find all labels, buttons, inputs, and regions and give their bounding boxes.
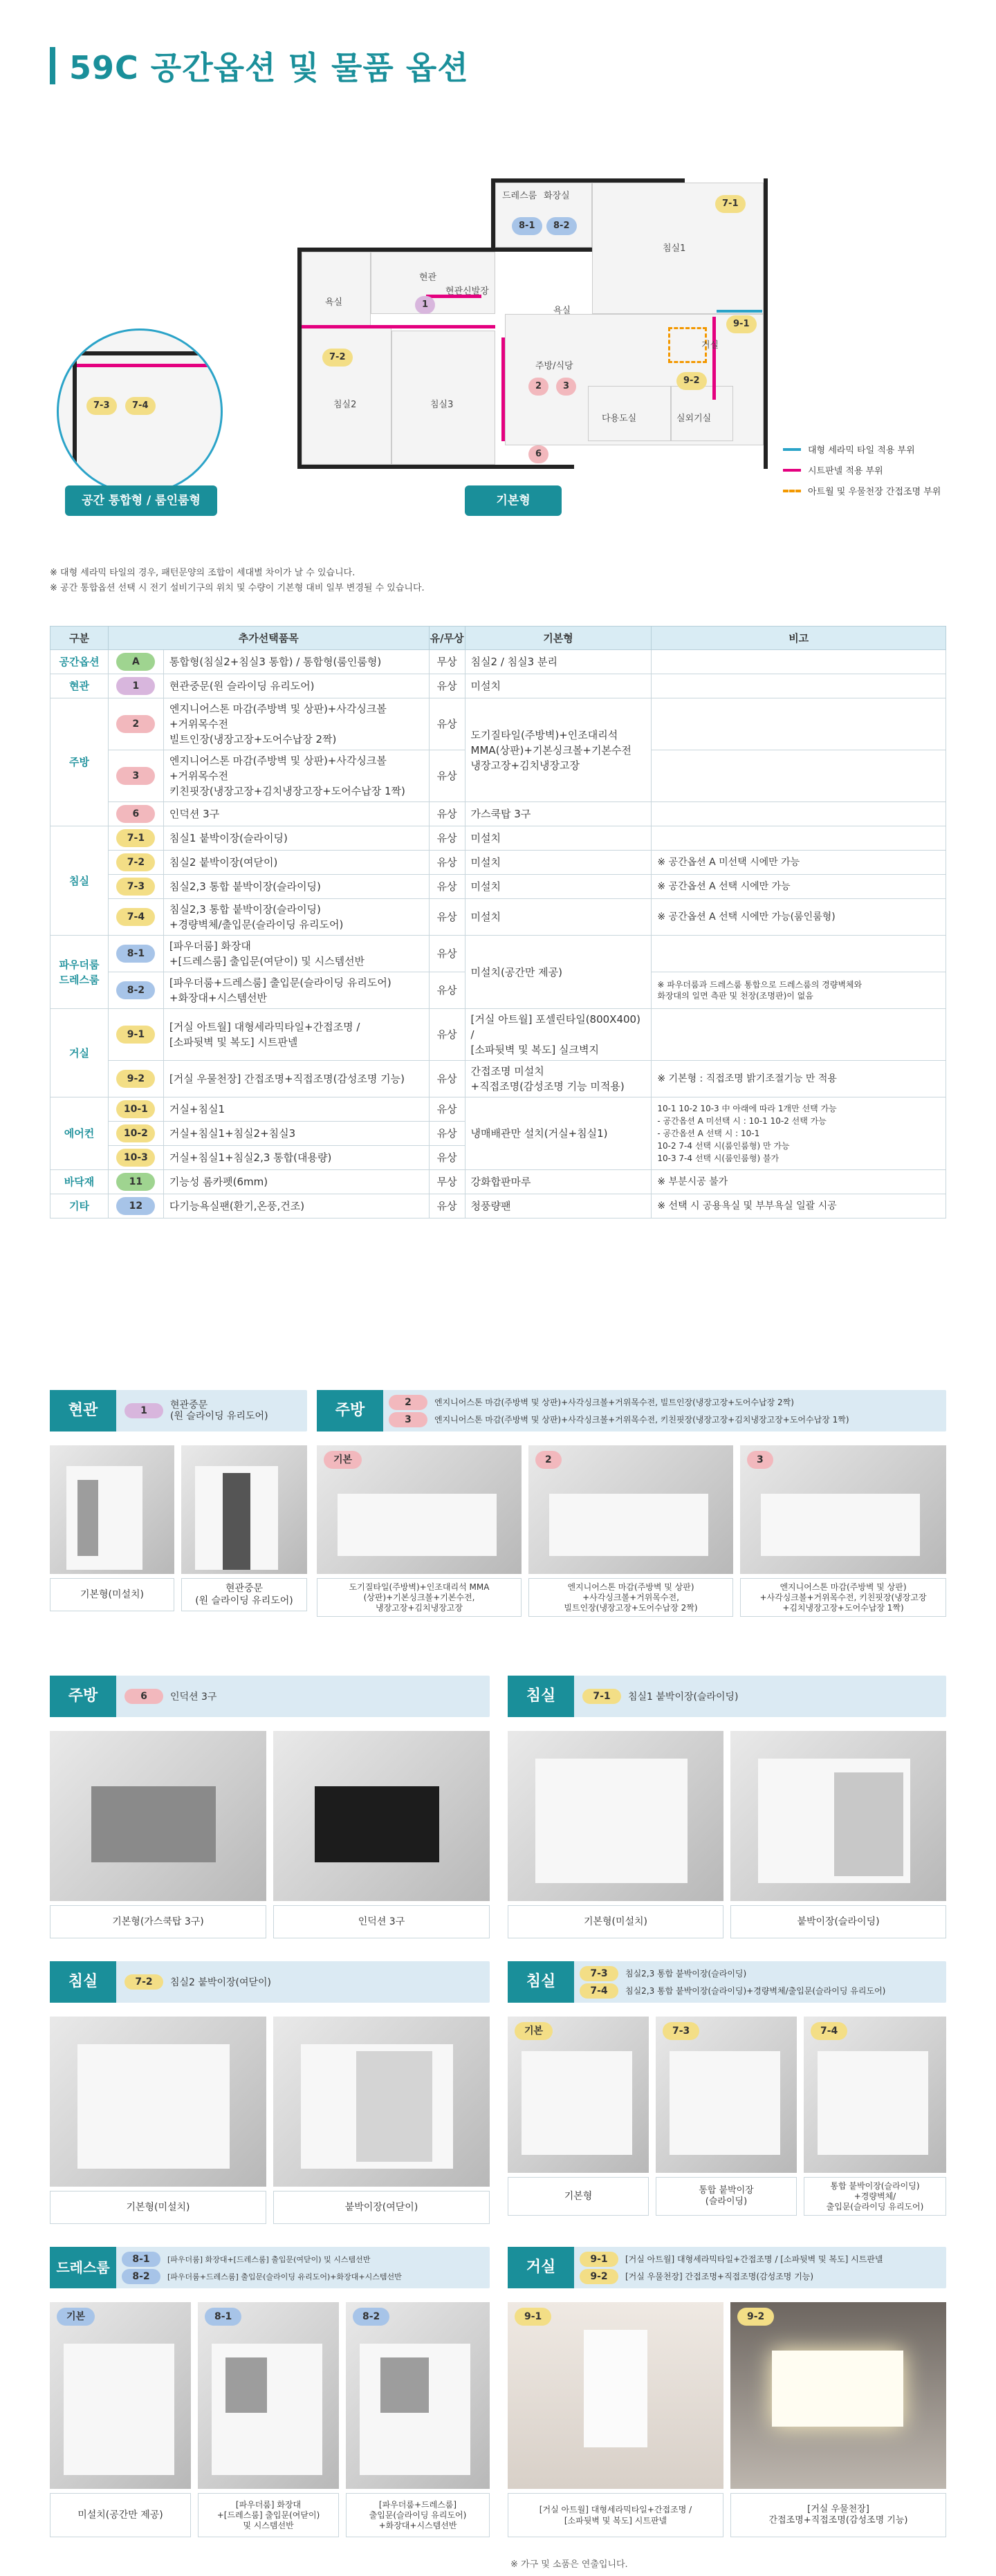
table-row	[50, 851, 946, 875]
option-code: 10-1	[108, 1097, 163, 1122]
section-bed71: 침실 7-1 침실1 붙박이장(슬라이딩) 기본형(미설치) 붙박이장(슬라이딩)	[508, 1676, 946, 1938]
category-cell: 에어컨	[50, 1097, 109, 1170]
option-desc: 침실2 붙박이장(여닫이)	[163, 851, 429, 875]
table-row	[50, 802, 946, 826]
label-multi: 다용도실	[602, 414, 637, 424]
option-code: 1	[108, 674, 163, 698]
floor-plan	[297, 172, 768, 497]
bed71-image-base	[508, 1731, 723, 1901]
paid-cell: 무상	[429, 650, 465, 674]
pin-2: 2	[528, 378, 548, 396]
table-row	[50, 698, 946, 750]
section-bed72: 침실 7-2 침실2 붙박이장(여닫이) 기본형(미설치) 붙박이장(여닫이)	[50, 1961, 490, 2224]
remark-cell: ※ 파우더룸과 드레스룸 통합으로 드레스룸의 경량벽체와 화장대의 일면 측판 및 천장(조명판)이 없음	[652, 972, 946, 1009]
label-outdoor: 실외기실	[676, 414, 712, 424]
paid-cell: 유상	[429, 674, 465, 698]
table-row	[50, 1061, 946, 1097]
bed734-image-base: 기본	[508, 2017, 649, 2173]
option-code: 7-1	[108, 826, 163, 851]
label-hall: 현관	[419, 272, 437, 283]
option-desc: 거실+침실1+침실2,3 통합(대용량)	[163, 1146, 429, 1170]
remark-cell: ※ 공간옵션 A 미선택 시에만 가능	[652, 851, 946, 875]
title-text: 59C 공간옵션 및 물품 옵션	[69, 49, 469, 86]
title-bar	[50, 47, 55, 84]
note-2: ※ 공간 통합옵션 선택 시 전기 설비기구의 위치 및 수량이 기본형 대비 일부 변경될 수 있습니다.	[50, 583, 425, 593]
page-title	[50, 43, 469, 89]
base-cell: 가스쿡탑 3구	[465, 802, 652, 826]
footnote: ※ 가구 및 소품은 연출입니다.	[510, 2559, 628, 2570]
bed734-image-73: 7-3	[656, 2017, 797, 2173]
category-cell: 거실	[50, 1009, 109, 1097]
bed71-image-option	[730, 1731, 946, 1901]
bed72-image-option	[273, 2017, 490, 2187]
living-image-92: 9-2	[730, 2302, 946, 2489]
option-desc: [파우더룸] 화장대 +[드레스룸] 출입문(여닫이) 및 시스템선반	[163, 936, 429, 972]
bed734-image-74: 7-4	[804, 2017, 946, 2173]
base-cell: 도기질타일(주방벽)+인조대리석 MMA(상판)+기본싱크볼+기본수전 냉장고장+김치냉장고장	[465, 698, 652, 802]
category-cell: 파우더룸 드레스룸	[50, 936, 109, 1009]
remark-cell: ※ 선택 시 공용욕실 및 부부욕실 일괄 시공	[652, 1194, 946, 1218]
option-code: 11	[108, 1170, 163, 1194]
pin-6: 6	[528, 445, 548, 463]
option-code: 10-3	[108, 1146, 163, 1170]
table-row	[50, 1170, 946, 1194]
option-code: 7-3	[108, 875, 163, 899]
dress-image-81: 8-1	[198, 2302, 339, 2489]
paid-cell: 유상	[429, 698, 465, 750]
remark-cell	[652, 674, 946, 698]
section-hall: 현관 1 현관중문 (원 슬라이딩 유리도어) 기본형(미설치) 현관중문 (원 슬라이딩 유리도어)	[50, 1390, 307, 1653]
kitchen-image-2: 2	[528, 1445, 733, 1574]
table-row	[50, 1194, 946, 1218]
base-cell: 미설치(공간만 제공)	[465, 936, 652, 1009]
label-living: 거실	[701, 340, 719, 351]
cooktop-image-base	[50, 1731, 266, 1901]
option-desc: 다기능욕실팬(환기,온풍,건조)	[163, 1194, 429, 1218]
option-desc: [파우더룸+드레스룸] 출입문(슬라이딩 유리도어) +화장대+시스템선반	[163, 972, 429, 1009]
option-desc: 엔지니어스톤 마감(주방벽 및 상판)+사각싱크볼 +거위목수전 빌트인장(냉장고장+도어수납장 2짝)	[163, 698, 429, 750]
base-cell: 청풍량팬	[465, 1194, 652, 1218]
label-wc: 화장실	[544, 191, 570, 201]
section-kitchen: 주방 2 엔지니어스톤 마감(주방벽 및 상판)+사각싱크볼+거위목수전, 빌트인장(냉장고장+도어수납장 2짝) 3 엔지니어스톤 마감(주방벽 및 상판)+사각싱크볼+거위목수전, 키친핏장(냉장고장+김치냉장고장+도어수납장 1짝) 기본 2 3 도기질타일(주방벽)+인조대리석 MMA (상판)+기본싱크볼+기본수전, 냉장고장+김치냉장고장 엔지니어스톤 마감(주방벽 및 상판) +사각싱크볼+거위목수전, 빌트인장(냉장고장+도어수납장 2짝) 엔지니어스톤 마감(주방벽 및 상판) +사각싱크볼+거위목수전, 키친핏장(냉장고장 +김치냉장고장+도어수납장 1짝)	[317, 1390, 946, 1653]
base-cell: 냉매배관만 설치(거실+침실1)	[465, 1097, 652, 1170]
circle-label: 공간 통합형 / 룸인룸형	[65, 485, 217, 516]
remark-cell	[652, 698, 946, 750]
table-row	[50, 674, 946, 698]
table-row	[50, 899, 946, 936]
zoom-circle	[57, 328, 223, 494]
option-code: 7-2	[108, 851, 163, 875]
category-cell: 바닥재	[50, 1170, 109, 1194]
remark-cell: ※ 공간옵션 A 선택 시에만 가능	[652, 875, 946, 899]
option-desc: 엔지니어스톤 마감(주방벽 및 상판)+사각싱크볼 +거위목수전 키친핏장(냉장고장+김치냉장고장+도어수납장 1짝)	[163, 750, 429, 802]
base-cell: 미설치	[465, 875, 652, 899]
category-cell: 기타	[50, 1194, 109, 1218]
pin-1: 1	[415, 296, 435, 314]
pin-7-3: 7-3	[86, 397, 117, 415]
label-bath2: 욕실	[553, 306, 571, 316]
category-cell: 공간옵션	[50, 650, 109, 674]
paid-cell: 유상	[429, 750, 465, 802]
base-cell: [거실 아트월] 포셀린타일(800X400) / [소파뒷벽 및 복도] 실크벽지	[465, 1009, 652, 1061]
table-row	[50, 1097, 946, 1122]
option-desc: 침실1 붙박이장(슬라이딩)	[163, 826, 429, 851]
table-row	[50, 826, 946, 851]
floor-plan-area	[50, 166, 946, 539]
pin-9-2: 9-2	[676, 372, 707, 390]
label-bed1: 침실1	[663, 243, 686, 254]
paid-cell: 유상	[429, 826, 465, 851]
aircon-remark: 10-1 10-2 10-3 中 아래에 따라 1개만 선택 가능 - 공간옵션 A 미선택 시 : 10-1 10-2 선택 가능 - 공간옵션 A 선택 시 : 10-1 10-2 7-4 선택 시(룸인룸형) 만 가능 10-3 7-4 선택 시(룸인룸형) 불가	[652, 1097, 946, 1170]
paid-cell: 유상	[429, 875, 465, 899]
remark-cell	[652, 750, 946, 802]
category-cell: 주방	[50, 698, 109, 826]
base-cell: 미설치	[465, 851, 652, 875]
category-cell: 현관	[50, 674, 109, 698]
base-cell: 미설치	[465, 899, 652, 936]
option-desc: [거실 우물천장] 간접조명+직접조명(감성조명 기능)	[163, 1061, 429, 1097]
option-code: 8-2	[108, 972, 163, 1009]
section-bed734: 침실 7-3 침실2,3 통합 붙박이장(슬라이딩) 7-4 침실2,3 통합 붙박이장(슬라이딩)+경량벽체/출입문(슬라이딩 유리도어) 기본 7-3 7-4 기본형 통합 붙박이장 (슬라이딩) 통합 붙박이장(슬라이딩) +경량벽체/ 출입문(슬라이딩 유리도어)	[508, 1961, 946, 2224]
option-code: 7-4	[108, 899, 163, 936]
legend-indirect: 아트월 및 우물천장 간접조명 부위	[783, 484, 941, 497]
table-row	[50, 936, 946, 972]
kitchen-image-3: 3	[740, 1445, 946, 1574]
pin-9-1: 9-1	[726, 315, 757, 333]
pin-8-2: 8-2	[546, 217, 577, 235]
paid-cell: 유상	[429, 1194, 465, 1218]
pin-7-2: 7-2	[322, 349, 353, 367]
hall-image-option	[181, 1445, 307, 1574]
remark-cell: ※ 부분시공 불가	[652, 1170, 946, 1194]
base-cell: 미설치	[465, 674, 652, 698]
section-cooktop: 주방 6 인덕션 3구 기본형(가스쿡탑 3구) 인덕션 3구	[50, 1676, 490, 1938]
paid-cell: 유상	[429, 802, 465, 826]
remark-cell	[652, 802, 946, 826]
option-code: 3	[108, 750, 163, 802]
table-row	[50, 1009, 946, 1061]
table-row	[50, 650, 946, 674]
label-kitchen: 주방/식당	[535, 361, 573, 371]
pin-3: 3	[556, 378, 576, 396]
plan-legend	[783, 443, 941, 505]
base-cell: 강화합판마루	[465, 1170, 652, 1194]
label-bed2: 침실2	[333, 400, 357, 410]
option-desc: 거실+침실1+침실2+침실3	[163, 1122, 429, 1146]
option-desc: 침실2,3 통합 붙박이장(슬라이딩)	[163, 875, 429, 899]
label-bed3: 침실3	[430, 400, 454, 410]
legend-ceramic: 대형 세라믹 타일 적용 부위	[783, 443, 941, 456]
base-cell: 침실2 / 침실3 분리	[465, 650, 652, 674]
table-header: 구분 추가선택품목 유/무상 기본형 비고	[50, 627, 946, 650]
dress-image-82: 8-2	[346, 2302, 490, 2489]
section-dress: 드레스룸 8-1 [파우더룸] 화장대+[드레스룸] 출입문(여닫이) 및 시스템선반 8-2 [파우더룸+드레스룸] 출입문(슬라이딩 유리도어)+화장대+시스템선반 기본 8-1 8-2 미설치(공간만 제공) [파우더룸] 화장대 +[드레스룸] 출입문(여닫이) 및 시스템선반 [파우더룸+드레스룸] 출입문(슬라이딩 유리도어) +화장대+시스템선반	[50, 2247, 490, 2551]
paid-cell: 유상	[429, 1122, 465, 1146]
base-label: 기본형	[465, 485, 562, 516]
paid-cell: 유상	[429, 1009, 465, 1061]
remark-cell	[652, 650, 946, 674]
paid-cell: 유상	[429, 899, 465, 936]
option-code: 8-1	[108, 936, 163, 972]
option-code: 10-2	[108, 1122, 163, 1146]
label-shoes: 현관신발장	[445, 286, 489, 297]
note-1: ※ 대형 세라믹 타일의 경우, 패턴문양의 조합이 세대별 차이가 날 수 있습니다.	[50, 568, 356, 578]
table-row	[50, 875, 946, 899]
paid-cell: 유상	[429, 1061, 465, 1097]
notes	[50, 566, 425, 596]
paid-cell: 유상	[429, 1146, 465, 1170]
pin-8-1: 8-1	[512, 217, 542, 235]
pin-7-1: 7-1	[715, 195, 746, 213]
paid-cell: 무상	[429, 1170, 465, 1194]
base-cell: 간접조명 미설치 +직접조명(감성조명 기능 미적용)	[465, 1061, 652, 1097]
base-cell: 미설치	[465, 826, 652, 851]
option-code: 9-2	[108, 1061, 163, 1097]
remark-cell	[652, 936, 946, 972]
remark-cell	[652, 1009, 946, 1061]
category-cell: 침실	[50, 826, 109, 936]
option-code: 12	[108, 1194, 163, 1218]
option-code: 9-1	[108, 1009, 163, 1061]
option-desc: 현관중문(원 슬라이딩 유리도어)	[163, 674, 429, 698]
bed72-image-base	[50, 2017, 266, 2187]
cooktop-image-option	[273, 1731, 490, 1901]
option-desc: 통합형(침실2+침실3 통합) / 통합형(룸인룸형)	[163, 650, 429, 674]
option-desc: 기능성 롬카펫(6mm)	[163, 1170, 429, 1194]
remark-cell: ※ 공간옵션 A 선택 시에만 가능(룸인룸형)	[652, 899, 946, 936]
legend-sheet: 시트판넬 적용 부위	[783, 463, 941, 476]
option-desc: [거실 아트월] 대형세라믹타일+간접조명 / [소파뒷벽 및 복도] 시트판넬	[163, 1009, 429, 1061]
paid-cell: 유상	[429, 851, 465, 875]
option-table	[50, 626, 946, 1218]
label-bath: 욕실	[325, 297, 343, 308]
remark-cell	[652, 826, 946, 851]
option-desc: 거실+침실1	[163, 1097, 429, 1122]
option-code: 2	[108, 698, 163, 750]
dress-image-base: 기본	[50, 2302, 191, 2489]
paid-cell: 유상	[429, 972, 465, 1009]
kitchen-image-base: 기본	[317, 1445, 522, 1574]
option-desc: 인덕션 3구	[163, 802, 429, 826]
remark-cell: ※ 기본형 : 직접조명 밝기조절기능 만 적용	[652, 1061, 946, 1097]
hall-image-base	[50, 1445, 174, 1574]
option-code: A	[108, 650, 163, 674]
living-image-91: 9-1	[508, 2302, 723, 2489]
paid-cell: 유상	[429, 1097, 465, 1122]
pin-7-4: 7-4	[125, 397, 156, 415]
paid-cell: 유상	[429, 936, 465, 972]
option-desc: 침실2,3 통합 붙박이장(슬라이딩) +경량벽체/출입문(슬라이딩 유리도어)	[163, 899, 429, 936]
section-living: 거실 9-1 [거실 아트월] 대형세라믹타일+간접조명 / [소파뒷벽 및 복도] 시트판넬 9-2 [거실 우물천장] 간접조명+직접조명(감성조명 기능) 9-1 9-2 [거실 아트월] 대형세라믹타일+간접조명 / [소파뒷벽 및 복도] 시트판넬 [거실 우물천장] 간접조명+직접조명(감성조명 기능)	[508, 2247, 946, 2551]
label-dressroom: 드레스룸	[502, 191, 537, 201]
option-code: 6	[108, 802, 163, 826]
